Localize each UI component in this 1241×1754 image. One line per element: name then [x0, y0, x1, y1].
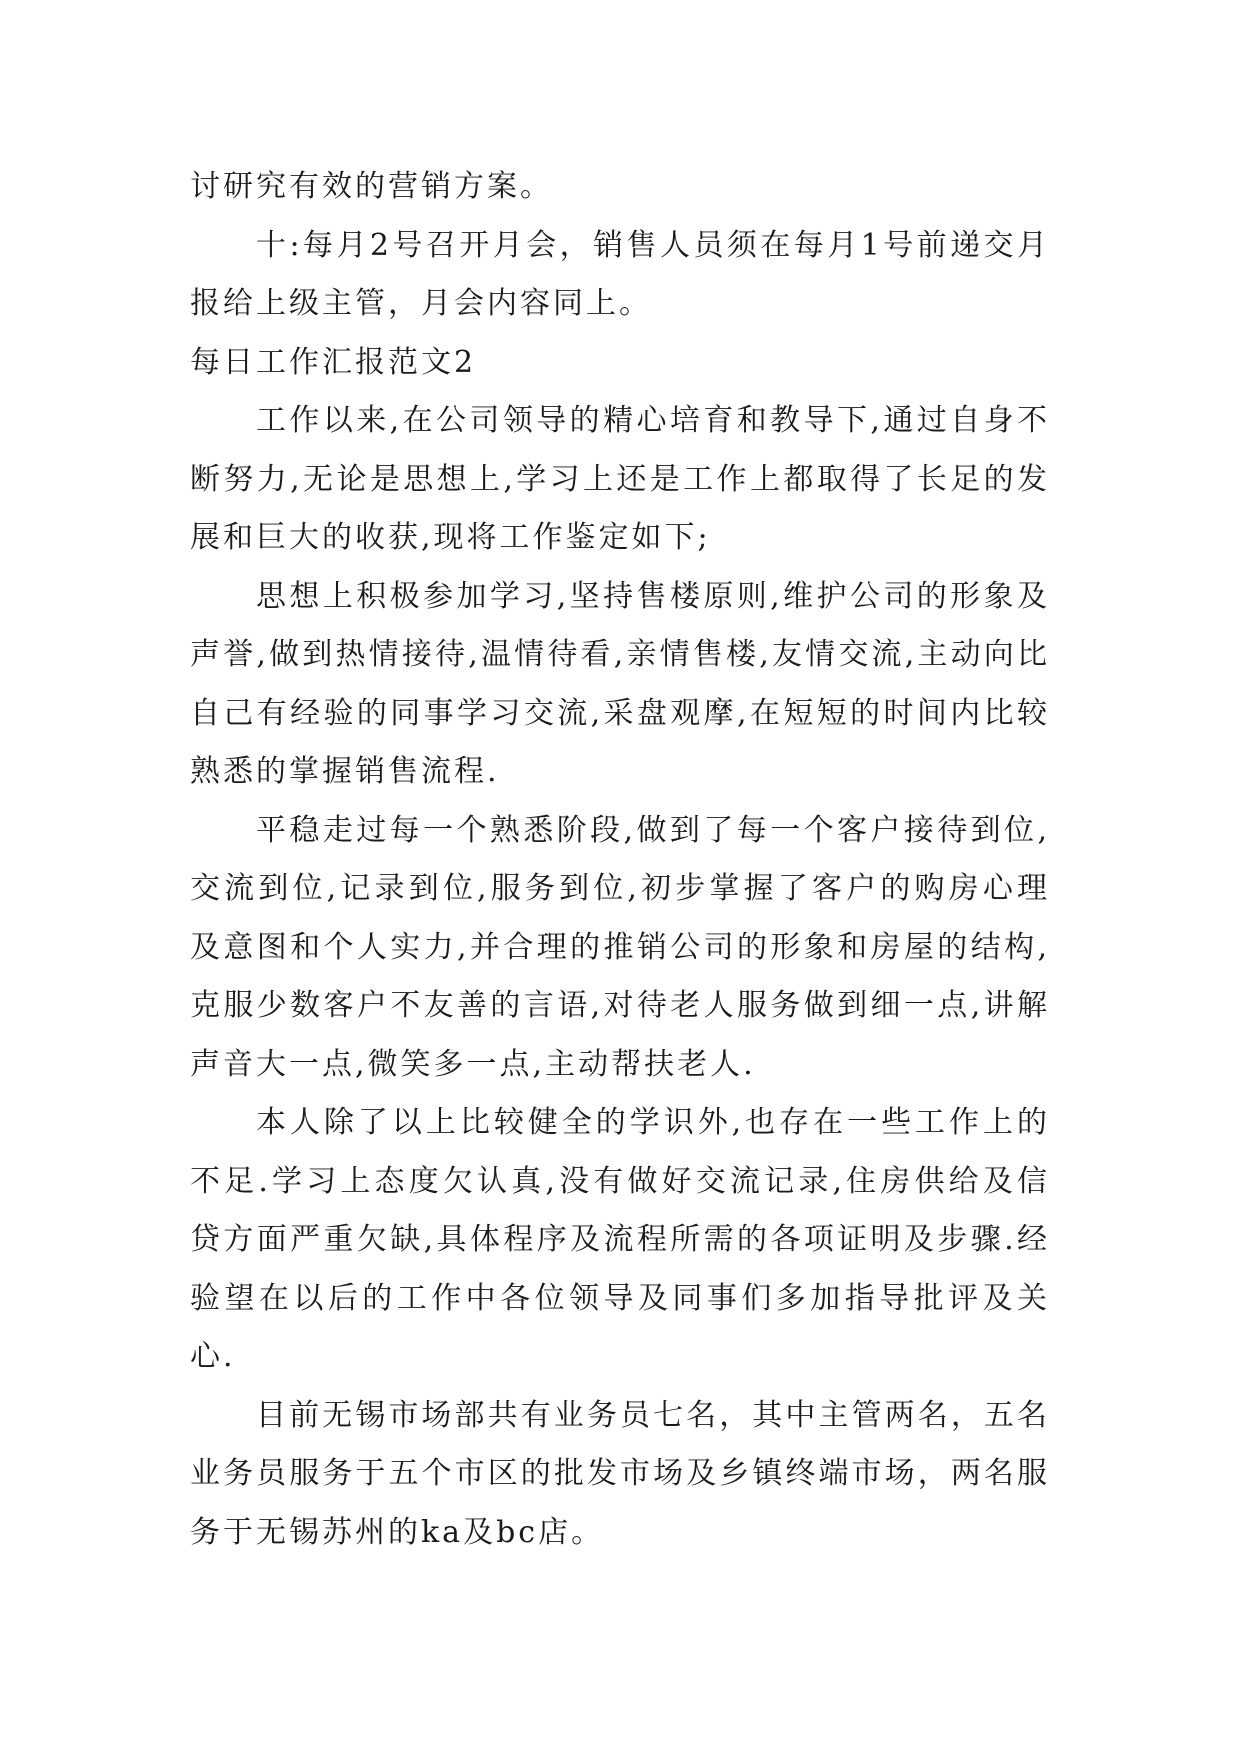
paragraph-shortcomings: 本人除了以上比较健全的学识外,也存在一些工作上的不足.学习上态度欠认真,没有做好交流记录,住房供给及信贷方面严重欠缺,具体程序及流程所需的各项证明及步骤.经验望在以后的工作中各位领导及同事们多加指导批评及关心.	[190, 1105, 1050, 1374]
paragraph-continuation: 讨研究有效的营销方案。	[190, 169, 553, 204]
paragraph-thought: 思想上积极参加学习,坚持售楼原则,维护公司的形象及声誉,做到热情接待,温情待看,亲情售楼,友情交流,主动向比自己有经验的同事学习交流,采盘观摩,在短短的时间内比较熟悉的掌握销售流程.	[190, 578, 1050, 789]
section-heading: 每日工作汇报范文2	[190, 344, 477, 380]
paragraph-intro: 工作以来,在公司领导的精心培育和教导下,通过自身不断努力,无论是思想上,学习上还是工作上都取得了长足的发展和巨大的收获,现将工作鉴定如下;	[190, 403, 1050, 555]
paragraph-stages: 平稳走过每一个熟悉阶段,做到了每一个客户接待到位,交流到位,记录到位,服务到位,初步掌握了客户的购房心理及意图和个人实力,并合理的推销公司的形象和房屋的结构,克服少数客户不友善的言语,对待老人服务做到细一点,讲解声音大一点,微笑多一点,主动帮扶老人.	[190, 812, 1050, 1082]
paragraph-team: 目前无锡市场部共有业务员七名，其中主管两名，五名业务员服务于五个市区的批发市场及乡镇终端市场，两名服务于无锡苏州的ka及bc店。	[190, 1397, 1050, 1550]
paragraph-item-ten: 十:每月2号召开月会，销售人员须在每月1号前递交月报给上级主管，月会内容同上。	[190, 227, 1050, 321]
document-body	[190, 158, 1050, 1562]
